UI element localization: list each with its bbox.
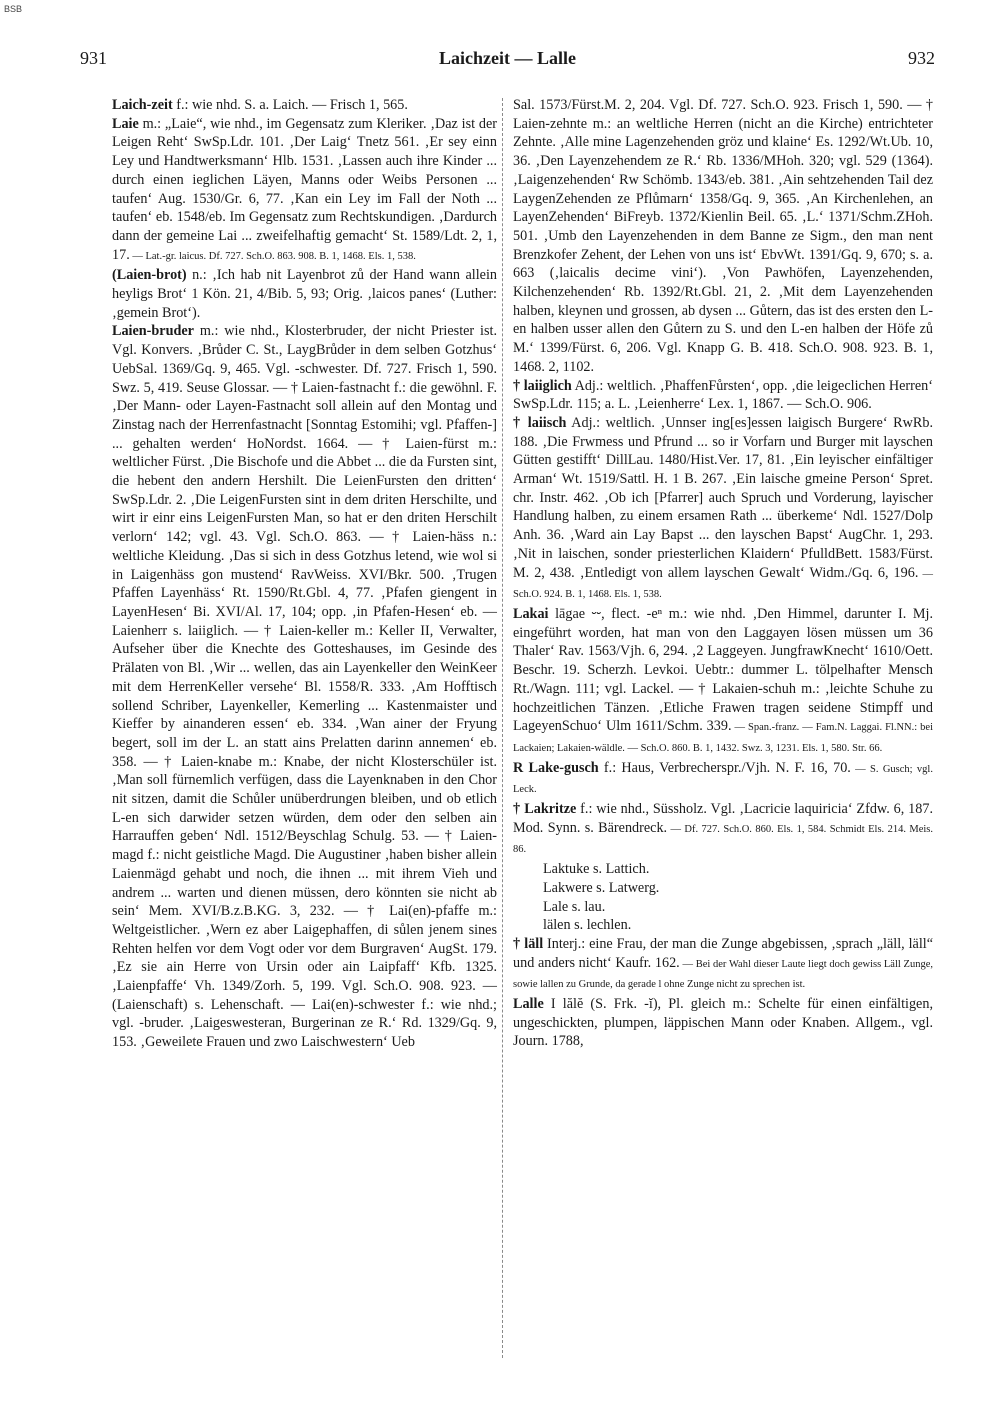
entry-laien-brot: (Laien-brot) n.: ‚Ich hab nit Layenbrot zů der Hand wann allein heyligs Brot‘ 1 Kön. 21, 4/Bib. 5, 93; Orig. ‚laicos panes‘ (Luther: ‚gemein Brot‘). [112,267,497,321]
entry-laiisch: † laiisch Adj.: weltlich. ‚Unnser ing[es]essen laigisch Burgere‘ RwRb. 188. ‚Die Frwmess und Pfrund ... so ir Vorfarn und Burger mit layschen Gütten gestifft‘ DillLau. 1480/Hist.Ver. 17, 81. ‚Ein leyischer einfältiger Arman‘ Wt. 1519/Sattl. H. 1 B. 267. ‚Ein laische gmeine Person‘ Spret. chr. Instr. 462. ‚Ob ich [Pfarrer] auch Spruch und Vorderung, layischer Handlung halben, zu einem ersamen Rath ... überkeme‘ Ndl. 1527/Dolp Anh. 36. ‚Ward ain Lay Bapst ... den layschen Bapst‘ AugChr. 1, 293. ‚Nit in laischen, sonder priesterlichen Klaidern‘ PfulldBett. 1583/Fürst. M. 2, 438. ‚Entledigt von allem layschen Gewalt‘ Widm./Gq. 6, 196. — Sch.O. 924. B. 1, 1468. Els. 1, 538. [513,414,933,601]
entry-laich-zeit: Laich-zeit f.: wie nhd. S. a. Laich. — Frisch 1, 565. [112,97,408,113]
entry-continuation: Sal. 1573/Fürst.M. 2, 204. Vgl. Df. 727. Sch.O. 923. Frisch 1, 590. — † Laien-zehnte m.: an weltliche Herren (nicht an die Kirche) entrichteter Zehnte. ‚Alle mine Lagenzehenden gröz und klaine‘ Es. 1292/Wt.Ub. 10, 36. ‚Den Layenzehendem ze R.‘ Rb. 1336/MHoh. 320; vgl. 529 (1364). ‚Laigenzehenden‘ Rw Schömb. 1343/eb. 381. ‚Ain sehtzehenden Tail dez LaygenZehenden ze Pflůmarn‘ 1358/Gq. 9, 365. ‚An Kirchenlehen, an LayenZehenden‘ BiFreyb. 1372/Kienlin Beil. 65. ‚L.‘ 1371/Schm.ZHoh. 501. ‚Umb den Layenzehenden in dem Banne ze Sigm., den man nent Brenzkofer Zehent, der Lehen von uns ist‘ EbvWt. 1391/Gq. 9, 670; s. a. 663 (‚laicalis decime vini‘). ‚Von Pawhöfen, Layenzehenden, Kilchenzehenden‘ Rb. 1392/Rt.Gbl. 21, 2. ‚Mit dem Layenzehenden halben, kleynen und grossen, ab dysen ... Gůtern, das ist des ersten den L-en halben usser allen den Gůtern zu S. und den L-en halben der Höfe zů M.‘ 1399/Fürst. 6, 206. Vgl. Knapp G. B. 418. Sch.O. 908. 923. B. 1, 1468. 2, 1102. [513,97,933,375]
library-watermark: BSB [4,4,23,14]
page-number-left: 931 [80,48,107,68]
entry-lakritze: † Lakritze f.: wie nhd., Süssholz. Vgl. ‚Lacricie laquiricia‘ Zfdw. 6, 187. Mod. Synn. s. Bärendreck. — Df. 727. Sch.O. 860. Els. 1, 584. Schmidt Els. 214. Meis. 86. [513,801,933,856]
cross-ref-lakwere: Lakwere s. Latwerg. [543,879,660,896]
entry-lake-gusch: R Lake-gusch f.: Haus, Verbrecherspr./Vjh. N. F. 16, 70. — S. Gusch; vgl. Leck. [513,759,933,796]
cross-ref-lale: Lale s. lau. [543,898,606,915]
entry-lakai: Lakai lāgae ⏑⏑, flect. -eⁿ m.: wie nhd. ‚Den Himmel, darunter I. Mj. eingeführt worden, hat man von den Laggayen lösen müssen um 36 Thaler‘ Rav. 1563/Vjh. 6, 294. ‚2 Laggeyen. JungfrawKnecht‘ 1610/Oett. Beschr. 19. Scherzh. Levkoi. Uebtr.: dummer L. tölpelhafter Mensch Rt./Wagn. 111; vgl. Lackel. — † Lakaien-schuh m.: ‚leichte Schuhe zu hochzeitlichen Tänzen. ‚Etliche Frawen tragen seidene Stimpff und LageyenSchuo‘ Ulm 1611/Schm. 339. — Span.-franz. — Fam.N. Laggai. Fl.NN.: bei Lackaien; Lakaien-wäldle. — Sch.O. 860. B. 1, 1432. Swz. 3, 1231. Els. 1, 580. Str. 66. [513,605,933,754]
right-column [513,96,933,1051]
entry-laiiglich: † laiiglich Adj.: weltlich. ‚PhaffenFůrsten‘, opp. ‚die leigeclichen Herren‘ SwSp.Ldr. 115; a. L. ‚Leienherre‘ Lex. 1, 1867. — Sch.O. 906. [513,377,933,413]
entry-laell: † läll Interj.: eine Frau, der man die Zunge abgebissen, ‚sprach „läll, läll“ und anders nicht‘ Kaufr. 162. — Bei der Wahl dieser Laute liegt doch gewiss Läll Zunge, sowie lallen zu Grunde, da gerade l ohne Zunge nicht zu sprechen ist. [513,935,933,991]
entry-lalle: Lalle I lălĕ (S. Frk. -ĭ), Pl. gleich m.: Schelte für einen einfältigen, ungeschickten, plumpen, läppischen Mann oder Knaben. Allgem., vgl. Journ. 1788, [513,996,933,1050]
page-number-right: 932 [908,48,935,68]
left-column [112,96,497,1052]
column-divider [502,98,503,1358]
entry-laien-bruder: Laien-bruder m.: wie nhd., Klosterbruder, der nicht Priester ist. Vgl. Konvers. ‚Brůder C. St., LaygBrůder in dem selben Gotzhus‘ UebSal. 1369/Gq. 9, 465. Vgl. -schwester. Df. 727. Frisch 1, 590. Swz. 5, 419. Seuse Glossar. — † Laien-fastnacht f.: die gewöhnl. F. ‚Der Mann- oder Layen-Fastnacht soll allein auf den Montag und Zinstag nach der Herrenfastnacht [Sonntag Estomihi; vgl. Pfaffen-] ... gehalten werden‘ HoNordst. 1664. — † Laien-fürst m.: weltlicher Fürst. ‚Die Bischofe und die Abbet ... die da Fursten sint, die hebent den andern Hershilt. Die LeienFursten den dritten‘ SwSp.Ldr. 2. ‚Die LeigenFursten sint in dem driten Herschilte, und wirt ir einr eins LeigenFursten Man, so hat er den driten Herschilt verlorn‘ 142; vgl. 43. Vgl. Sch.O. 863. — † Laien-häss n.: weltliche Kleidung. ‚Das si sich in dess Gotzhus letend, wie wol si in Laigenhäss gon mustend‘ RavWeiss. XVI/Bkr. 500. ‚Trugen Pfaffen Layenhäss‘ Rt. 1590/Rt.Gbl. 4, 77. ‚Pfafen giengent in LayenHesen‘ Bi. XVI/Al. 17, 104; opp. ‚in Pfafen-Hesen‘ eb. — Laienherr s. laiiglich. — † Laien-keller m.: Keller II, Verwalter, Aufseher über die Knechte des Gotteshauses, im Gesinde des Prälaten von Bl. ‚Wir ... wellen, das ain Layenkeller den WeinKeer mit dem HerrenKeller versehe‘ Bl. 1558/R. 333. ‚Am Hofftisch sollend Schriber, Layenkeller, Kemerling ... Kastenmaister und Kieffer by ainanderen essen‘ eb. 334. ‚Wan ainer der Fryung begert, soll im der L. an statt ains Prelatten darinn annemen‘ eb. 358. — † Laien-knabe m.: Knabe, der nicht Klosterschüler ist. ‚Man soll fürnemlich verfügen, dass die Layenknaben in den Chor nit sitzen, damit die Schůler unüberdrungen bleiben, und ob etlich L-en sich darwider setzen würden, dem oder den selben ain Harrauffen geben‘ Ndl. 1512/Beyschlag Schulg. 53. — † Laien-magd f.: nicht geistliche Magd. Die Augustiner ‚haben bisher allein Laienmägd gehabt und noch, die ihnen ... mit ihrem Vieh und andrem ... warten und dienen müssen, dero könnten sie nicht ab sein‘ Mem. XVI/B.z.B.KG. 3, 232. — † Lai(en)-pfaffe m.: Weltgeistlicher. ‚Wern ez aber Laigephaffen, di sůlen jenem sines Rehten helfen vor dem Vogt oder vor dem Burgraven‘ AugSt. 179. ‚Ez sie ain Herre von Ursin oder ain Laipfaff‘ Kfb. 1325. ‚Laienpfaffe‘ Vh. 1349/Zorh. 5, 199. Vgl. Sch.O. 908. 923. — (Laienschaft) s. Lehenschaft. — Lai(en)-schwester f.: wie nhd.; vgl. -bruder. ‚Laigeswesteran, Burgerinan ze R.‘ Rd. 1329/Gq. 9, 153. ‚Geweilete Frauen und zwo Laischwestern‘ Ueb [112,323,497,1051]
entry-laie: Laie m.: „Laie“, wie nhd., im Gegensatz zum Kleriker. ‚Daz ist der Leigen Reht‘ SwSp.Ldr. 101. ‚Der Laig‘ Tnetz 561. ‚Er sey einn Ley und Handtwerksmann‘ Hlb. 1531. ‚Lassen auch ihre Kinder ... durch einen ieglichen Läyen, Manns oder Weibs Personen ... taufen‘ Aug. 1530/Gr. 6, 77. ‚Kan ein Ley im Fall der Noth ... taufen‘ eb. 1548/eb. Im Gegensatz zum Rechtskundigen. ‚Dardurch dann der gemeine Lai ... zweifelhaftig gemacht‘ St. 1589/Ldt. 2, 1, 17. — Lat.-gr. laicus. Df. 727. Sch.O. 863. 908. B. 1, 1468. Els. 1, 538. [112,115,497,263]
page-header [80,48,935,72]
cross-ref-laktuke: Laktuke s. Lattich. [543,861,650,878]
running-title: Laichzeit — Lalle [439,48,576,68]
cross-ref-laelen: lälen s. lechlen. [543,917,632,934]
